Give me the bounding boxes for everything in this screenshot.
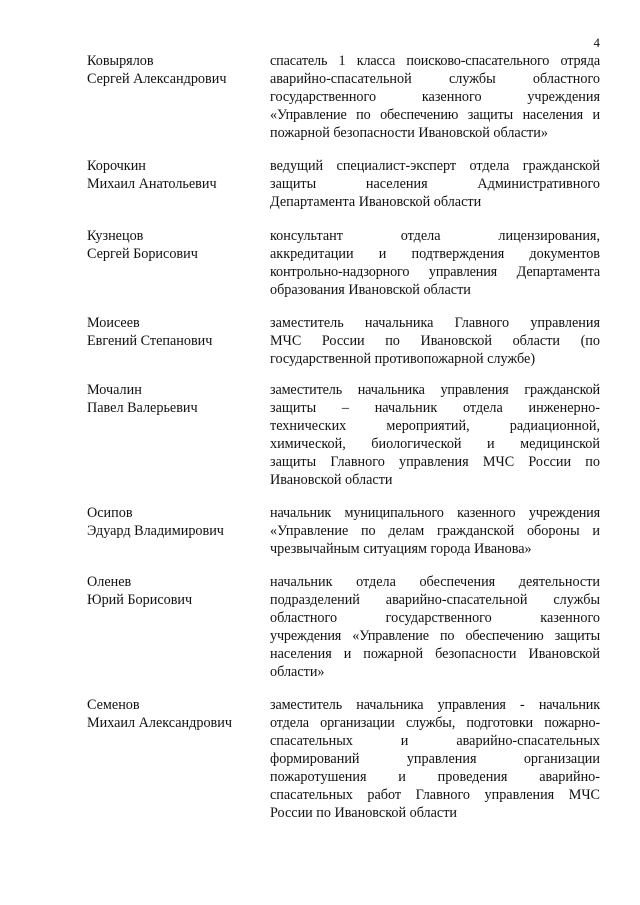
position-line: учреждения «Управление по обеспечению защиты: [270, 628, 600, 644]
position-line: спасатель 1 класса поисково-спасательного отряда: [270, 53, 600, 69]
surname: Оленев: [87, 574, 132, 590]
position-line: заместитель начальника управления - начальник: [270, 697, 600, 713]
position-line: заместитель начальника управления гражданской: [270, 382, 600, 398]
position-line: аккредитации и подтверждения документов: [270, 246, 600, 262]
surname: Моисеев: [87, 315, 140, 331]
page-number: 4: [593, 35, 600, 50]
position-line: спасательных и аварийно-спасательных: [270, 733, 600, 749]
person-name: [87, 696, 262, 732]
surname: Кузнецов: [87, 228, 144, 244]
position-line: химической, биологической и медицинской: [270, 436, 600, 452]
person-name: [87, 504, 262, 540]
position-line: образования Ивановской области: [270, 282, 471, 298]
position-description: [270, 696, 600, 822]
position-description: [270, 157, 600, 211]
surname: Осипов: [87, 505, 133, 521]
person-name: [87, 157, 262, 193]
position-line: защиты Главного управления МЧС России по: [270, 454, 600, 470]
position-line: населения и пожарной безопасности Ивановской: [270, 646, 600, 662]
surname: Мочалин: [87, 382, 142, 398]
surname: Семенов: [87, 697, 140, 713]
position-line: пожаротушения и проведения аварийно-: [270, 769, 600, 785]
position-line: спасательных работ Главного управления МЧС: [270, 787, 600, 803]
position-line: МЧС России по Ивановской области (по: [270, 333, 600, 349]
position-line: аварийно-спасательной службы областного: [270, 71, 600, 87]
position-line: государственного казенного учреждения: [270, 89, 600, 105]
position-description: [270, 52, 600, 142]
given-names: Михаил Александрович: [87, 715, 232, 731]
given-names: Михаил Анатольевич: [87, 176, 217, 192]
position-line: пожарной безопасности Ивановской области»: [270, 125, 548, 141]
position-description: [270, 381, 600, 489]
given-names: Эдуард Владимирович: [87, 523, 224, 539]
position-line: отдела организации службы, подготовки пожарно-: [270, 715, 600, 731]
position-line: защиты – начальник отдела инженерно-: [270, 400, 600, 416]
position-line: Департамента Ивановской области: [270, 194, 482, 210]
person-name: [87, 573, 262, 609]
position-line: России по Ивановской области: [270, 805, 458, 821]
given-names: Сергей Александрович: [87, 71, 227, 87]
given-names: Евгений Степанович: [87, 333, 213, 349]
person-name: [87, 314, 262, 350]
person-name: [87, 227, 262, 263]
position-line: государственной противопожарной службе): [270, 351, 536, 367]
position-line: технических мероприятий, радиационной,: [270, 418, 600, 434]
person-name: [87, 381, 262, 417]
position-line: начальник муниципального казенного учреждения: [270, 505, 600, 521]
position-line: чрезвычайным ситуациям города Иванова»: [270, 541, 532, 557]
position-line: областного государственного казенного: [270, 610, 600, 626]
given-names: Сергей Борисович: [87, 246, 198, 262]
position-line: области»: [270, 664, 325, 680]
position-line: начальник отдела обеспечения деятельности: [270, 574, 600, 590]
position-line: заместитель начальника Главного управления: [270, 315, 600, 331]
position-line: консультант отдела лицензирования,: [270, 228, 600, 244]
surname: Корочкин: [87, 158, 146, 174]
position-line: контрольно-надзорного управления Департамента: [270, 264, 600, 280]
position-description: [270, 227, 600, 299]
position-line: защиты населения Административного: [270, 176, 600, 192]
person-name: [87, 52, 262, 88]
position-line: «Управление по обеспечению защиты населения и: [270, 107, 600, 123]
position-line: Ивановской области: [270, 472, 393, 488]
position-line: подразделений аварийно-спасательной службы: [270, 592, 600, 608]
position-line: «Управление по делам гражданской обороны и: [270, 523, 600, 539]
given-names: Юрий Борисович: [87, 592, 193, 608]
position-description: [270, 504, 600, 558]
position-description: [270, 314, 600, 368]
given-names: Павел Валерьевич: [87, 400, 198, 416]
surname: Ковырялов: [87, 53, 154, 69]
position-line: ведущий специалист-эксперт отдела гражданской: [270, 158, 600, 174]
position-description: [270, 573, 600, 681]
position-line: формирований управления организации: [270, 751, 600, 767]
